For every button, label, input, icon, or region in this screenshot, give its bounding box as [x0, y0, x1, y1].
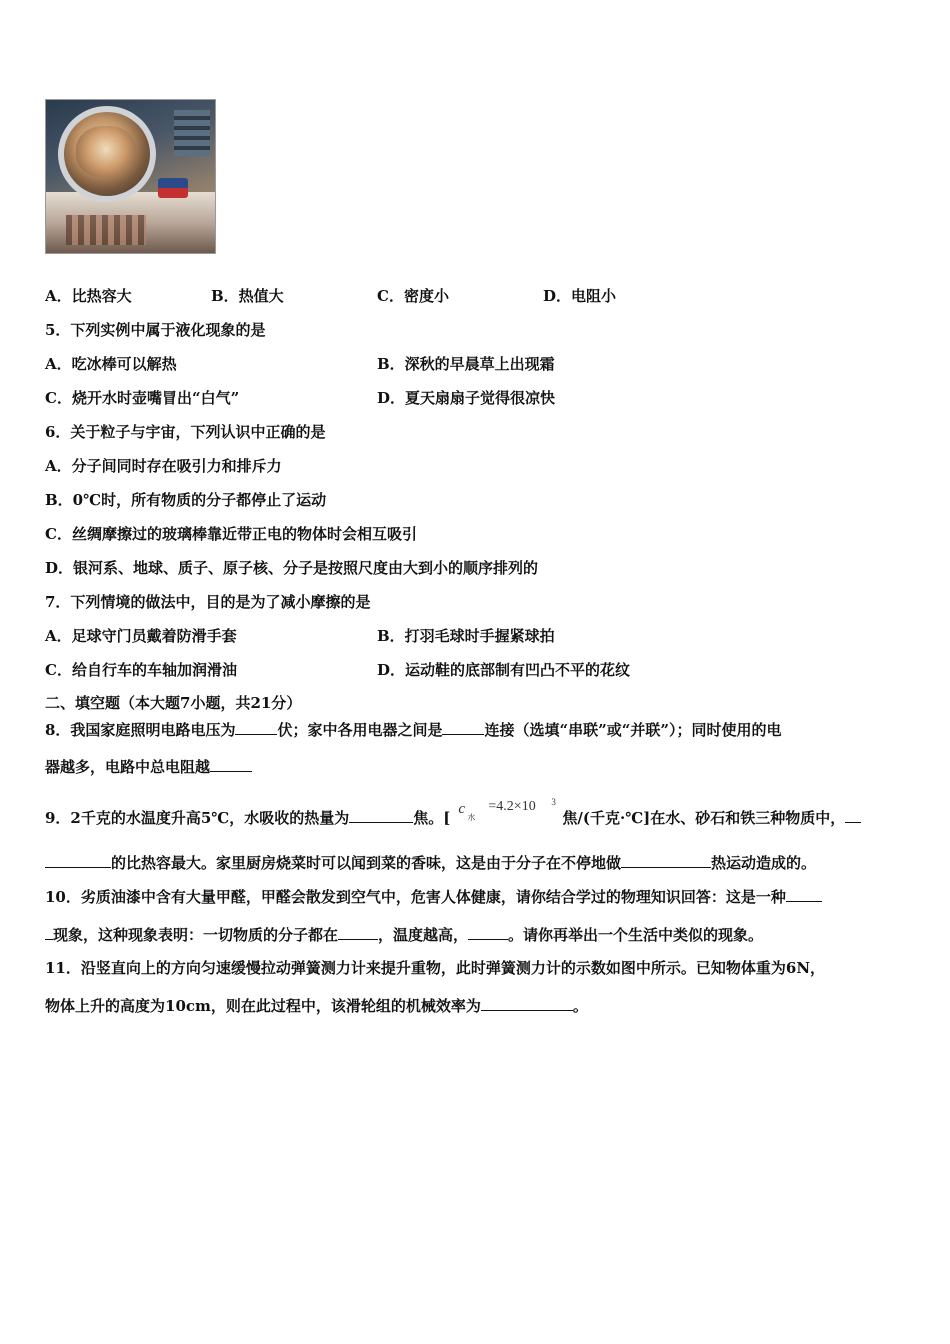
q6-option-d: D．银河系、地球、质子、原子核、分子是按照尺度由大到小的顺序排列的	[45, 559, 539, 577]
q7-option-d: D．运动鞋的底部制有凹凸不平的花纹	[377, 661, 631, 679]
formula-value: =4.2×10	[488, 799, 536, 814]
q11-blank-1[interactable]	[481, 995, 573, 1011]
q9-text-4: 的比热容最大。家里厨房烧菜时可以闻到菜的香味，这是由于分子在不停地做	[111, 854, 622, 872]
q11-line-1	[45, 958, 825, 978]
q10-blank-2[interactable]	[338, 924, 378, 940]
formula-subscript: 水	[467, 813, 476, 822]
q8-line-1	[45, 719, 781, 740]
photo-detail	[66, 215, 146, 245]
q9-line-2	[45, 852, 816, 873]
q7-option-c: C．给自行车的车轴加润滑油	[45, 661, 237, 679]
q8-text-3: 连接（选填“串联”或“并联”）；同时使用的电	[484, 721, 782, 739]
q10-text-3: ，温度越高，	[378, 926, 469, 944]
q4-option-b: B．热值大	[211, 287, 284, 305]
q10-text-1: 10．劣质油漆中含有大量甲醛，甲醛会散发到空气中，危害人体健康，请你结合学过的物理知识回答：这是一种	[45, 888, 786, 906]
q10-text-2: 现象，这种现象表明：一切物质的分子都在	[53, 926, 339, 944]
q5-option-a: A．吃冰棒可以解热	[45, 355, 177, 373]
q10-text-4: 。请你再举出一个生活中类似的现象。	[508, 926, 764, 944]
q9-blank-3[interactable]	[621, 852, 711, 868]
photo-panel	[174, 110, 210, 156]
q7-stem: 7．下列情境的做法中，目的是为了减小摩擦的是	[45, 593, 371, 611]
formula-exponent: 3	[551, 797, 556, 807]
q8-blank-1[interactable]	[235, 719, 277, 735]
q8-blank-2[interactable]	[442, 719, 484, 735]
q11-text-3: 。	[572, 997, 588, 1015]
q6-option-b: B．0℃时，所有物质的分子都停止了运动	[45, 491, 327, 509]
q9-blank-2a[interactable]	[845, 807, 861, 823]
q11-text-1: 11．沿竖直向上的方向匀速缓慢拉动弹簧测力计来提升重物，此时弹簧测力计的示数如图中所示。已知物体重为6N，	[45, 959, 826, 977]
q8-text-1: 8．我国家庭照明电路电压为	[45, 721, 236, 739]
q9-line-1	[45, 797, 861, 828]
q9-text-3: 焦/(千克·℃]在水、砂石和铁三种物质中，	[562, 809, 846, 827]
q6-option-a: A．分子间同时存在吸引力和排斥力	[45, 457, 282, 475]
specific-heat-formula	[450, 797, 562, 827]
section-heading: 二、填空题（本大题7小题，共21分）	[45, 694, 302, 712]
q5-option-b: B．深秋的早晨草上出现霜	[377, 355, 555, 373]
q11-line-2	[45, 995, 588, 1016]
formula-symbol: c	[458, 801, 466, 817]
q8-line-2	[45, 756, 252, 777]
q4-option-a: A．比热容大	[45, 287, 132, 305]
q10-blank-3[interactable]	[468, 924, 508, 940]
q9-blank-1[interactable]	[349, 807, 413, 823]
astronaut-photo	[45, 99, 216, 254]
q9-text-1: 9．2千克的水温度升高5℃，水吸收的热量为	[45, 809, 350, 827]
q8-text-2: 伏；家中各用电器之间是	[277, 721, 443, 739]
q5-option-d: D．夏天扇扇子觉得很凉快	[377, 389, 556, 407]
q9-text-5: 热运动造成的。	[711, 854, 817, 872]
q6-stem: 6．关于粒子与宇宙，下列认识中正确的是	[45, 423, 326, 441]
q8-blank-3[interactable]	[210, 756, 252, 772]
q4-option-d: D．电阻小	[543, 287, 617, 305]
q4-option-c: C．密度小	[377, 287, 449, 305]
q10-line-2	[45, 924, 763, 945]
q6-option-c: C．丝绸摩擦过的玻璃棒靠近带正电的物体时会相互吸引	[45, 525, 417, 543]
q9-blank-2b[interactable]	[45, 852, 111, 868]
q10-blank-1b[interactable]	[45, 924, 53, 940]
q5-stem: 5．下列实例中属于液化现象的是	[45, 321, 266, 339]
q5-option-c: C．烧开水时壶嘴冒出“白气”	[45, 389, 240, 407]
q7-option-a: A．足球守门员戴着防滑手套	[45, 627, 237, 645]
q9-text-2: 焦。[	[413, 809, 451, 827]
q7-option-b: B．打羽毛球时手握紧球拍	[377, 627, 555, 645]
q8-text-4: 器越多，电路中总电阻越	[45, 758, 211, 776]
q10-line-1	[45, 886, 822, 907]
q10-blank-1a[interactable]	[786, 886, 822, 902]
q11-text-2: 物体上升的高度为10cm，则在此过程中，该滑轮组的机械效率为	[45, 997, 481, 1015]
photo-flag-patch	[158, 178, 188, 198]
photo-visor	[76, 126, 136, 178]
